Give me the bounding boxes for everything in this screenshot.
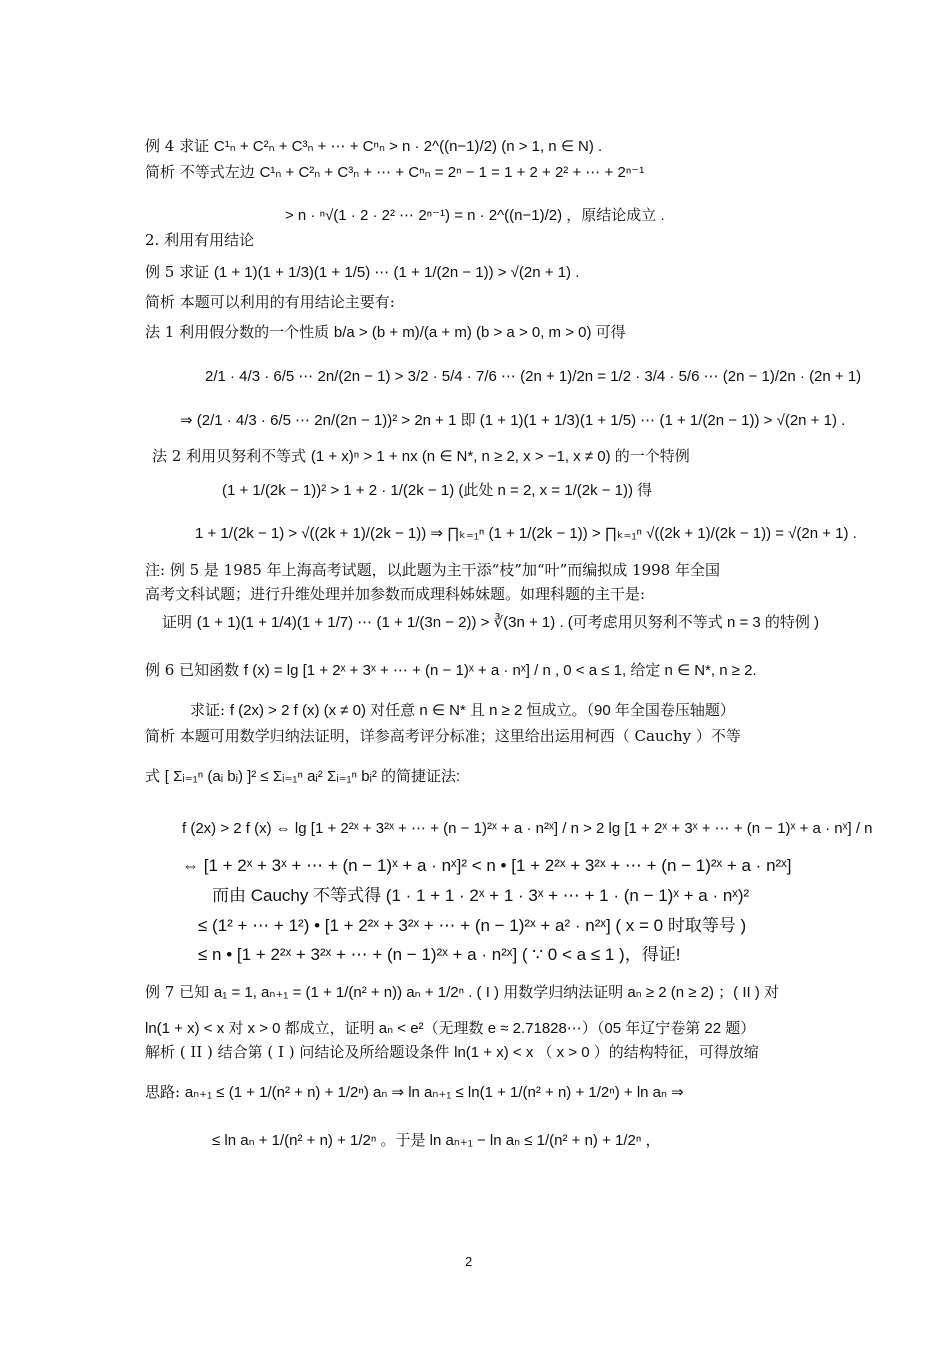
line-label: 式	[145, 767, 161, 785]
line-label: 法 1 利用假分数的一个性质	[145, 323, 330, 341]
line-label: 法 2 利用贝努利不等式	[152, 447, 307, 465]
formula: ln(1 + x) < x 对 x > 0 都成立，证明 aₙ < e²（无理数 e ≈ 2.71828⋯）（05 年辽宁卷第 22 题）	[145, 1020, 756, 1037]
example-5-line	[145, 262, 579, 283]
method-2-conclusion	[195, 523, 857, 544]
formula: 2/1 · 4/3 · 6/5 ⋯ 2n/(2n − 1) > 3/2 · 5/4 · 7/6 ⋯ (2n + 1)/2n = 1/2 · 3/4 · 5/6 ⋯ (2n − 1)/2n · (2n + 1)	[205, 368, 862, 385]
line-label: 例 4 求证	[145, 137, 210, 155]
line-label: 思路:	[145, 1083, 181, 1101]
formula: a₁ = 1, aₙ₊₁ = (1 + 1/(n² + n)) aₙ + 1/2ⁿ . ( I ) 用数学归纳法证明 aₙ ≥ 2 (n ≥ 2) ；( II ) 对	[213, 984, 780, 1001]
formula: C¹ₙ + C²ₙ + C³ₙ + ⋯ + Cⁿₙ = 2ⁿ − 1 = 1 + 2 + 2² + ⋯ + 2ⁿ⁻¹	[259, 164, 645, 181]
example-6-line	[145, 660, 757, 681]
formula: C¹ₙ + C²ₙ + C³ₙ + ⋯ + Cⁿₙ > n · 2^((n−1)/2) (n > 1, n ∈ N) .	[213, 138, 603, 155]
cauchy-step-5	[198, 945, 680, 965]
line-label: 例 5 求证	[145, 263, 210, 281]
method-2-special-case	[222, 480, 652, 501]
formula: b/a > (b + m)/(a + m) (b > a > 0, m > 0) 可得	[333, 324, 626, 341]
method-2-line	[152, 446, 690, 467]
formula: ≤ (1² + ⋯ + 1²) • [1 + 2²ˣ + 3²ˣ + ⋯ + (n − 1)²ˣ + a² · n²ˣ] ( x = 0 时取等号 )	[198, 916, 747, 935]
example-6-analysis	[145, 726, 741, 747]
section-heading	[145, 230, 254, 251]
example-4-analysis	[145, 162, 644, 183]
cauchy-step-3	[212, 886, 749, 906]
formula: aₙ₊₁ ≤ (1 + 1/(n² + n) + 1/2ⁿ) aₙ ⇒ ln aₙ₊₁ ≤ ln(1 + 1/(n² + n) + 1/2ⁿ) + ln aₙ ⇒	[184, 1084, 684, 1101]
method-1-conclusion	[180, 410, 845, 431]
note-text: 高考文科试题；进行升维处理并加参数而成理科姊妹题。如理科题的主干是:	[145, 585, 646, 603]
science-version-line	[162, 612, 819, 633]
formula: f (2x) > 2 f (x) (x ≠ 0) 对任意 n ∈ N* 且 n ≥ 2 恒成立。（90 年全国卷压轴题）	[229, 702, 735, 719]
example-7-analysis	[145, 1042, 759, 1063]
formula: 1 + 1/(2k − 1) > √((2k + 1)/(2k − 1)) ⇒ ∏ₖ₌₁ⁿ (1 + 1/(2k − 1)) > ∏ₖ₌₁ⁿ √((2k + 1)/(2k − 1)) = √(2n + 1) .	[195, 525, 857, 542]
formula: 而由 Cauchy 不等式得 (1 · 1 + 1 · 2ˣ + 1 · 3ˣ + ⋯ + 1 · (n − 1)ˣ + a · nˣ)²	[212, 886, 750, 905]
formula: [ Σᵢ₌₁ⁿ (aᵢ bᵢ) ]² ≤ Σᵢ₌₁ⁿ aᵢ² Σᵢ₌₁ⁿ bᵢ² 的简捷证法:	[164, 768, 461, 785]
cauchy-step-1	[182, 818, 873, 839]
cauchy-step-4	[198, 916, 746, 936]
formula: (1 + 1/(2k − 1))² > 1 + 2 · 1/(2k − 1) (此处 n = 2, x = 1/(2k − 1)) 得	[222, 482, 653, 499]
example-7-condition	[145, 1018, 755, 1039]
note-text: 注: 例 5 是 1985 年上海高考试题，以此题为主干添“枝”加“叶”而编拟成 1998 年全国	[145, 561, 720, 579]
example-4-conclusion	[285, 205, 665, 226]
formula: ≤ n • [1 + 2²ˣ + 3²ˣ + ⋯ + (n − 1)²ˣ + a · n²ˣ] ( ∵ 0 < a ≤ 1 )，得证!	[198, 945, 681, 964]
formula: ⇔ [1 + 2ˣ + 3ˣ + ⋯ + (n − 1)ˣ + a · nˣ]² < n • [1 + 2²ˣ + 3²ˣ + ⋯ + (n − 1)²ˣ + a · n²ˣ]	[182, 856, 792, 875]
example-7-line	[145, 982, 779, 1003]
formula: ≤ ln aₙ + 1/(n² + n) + 1/2ⁿ 。于是 ln aₙ₊₁ − ln aₙ ≤ 1/(n² + n) + 1/2ⁿ ，	[212, 1132, 661, 1149]
method-1-line	[145, 322, 626, 343]
page-number: 2	[465, 1254, 473, 1269]
cauchy-step-2	[182, 856, 792, 876]
example-7-step	[212, 1130, 661, 1151]
section-title: 2. 利用有用结论	[145, 231, 255, 249]
formula: (1 + x)ⁿ > 1 + nx (n ∈ N*, n ≥ 2, x > −1, x ≠ 0) 的一个特例	[310, 448, 690, 465]
line-label: 解析 ( II ) 结合第 ( I ) 问结论及所给题设条件	[145, 1043, 450, 1061]
method-1-inequality	[205, 366, 861, 387]
line-label: 简析 不等式左边	[145, 163, 255, 181]
example-5-analysis	[145, 292, 395, 313]
formula: ln(1 + x) < x （ x > 0 ）的结构特征，可得放缩	[454, 1044, 759, 1061]
example-7-idea	[145, 1082, 684, 1103]
formula: f (x) = lg [1 + 2ˣ + 3ˣ + ⋯ + (n − 1)ˣ + a · nˣ] / n , 0 < a ≤ 1, 给定 n ∈ N*, n ≥ 2.	[243, 662, 757, 679]
line-label: 例 6 已知函数	[145, 661, 240, 679]
line-label: 例 7 已知	[145, 983, 210, 1001]
note-line-1	[145, 560, 720, 581]
example-4-line	[145, 136, 602, 157]
line-label: 求证:	[190, 701, 226, 719]
formula: f (2x) > 2 f (x) ⇔ lg [1 + 2²ˣ + 3²ˣ + ⋯ + (n − 1)²ˣ + a · n²ˣ] / n > 2 lg [1 + 2ˣ + 3ˣ + ⋯ + (n − 1)ˣ + a · nˣ] / n	[182, 820, 873, 837]
formula: > n · ⁿ√(1 · 2 · 2² ⋯ 2ⁿ⁻¹) = n · 2^((n−1)/2) ，原结论成立 .	[285, 207, 665, 224]
note-line-2	[145, 584, 645, 605]
formula: ⇒ (2/1 · 4/3 · 6/5 ⋯ 2n/(2n − 1))² > 2n + 1 即 (1 + 1)(1 + 1/3)(1 + 1/5) ⋯ (1 + 1/(2n − 1)) > √(2n + 1) .	[180, 412, 846, 429]
line-label: 证明	[162, 613, 193, 631]
example-6-prove	[190, 700, 735, 721]
cauchy-inequality-line	[145, 766, 460, 787]
line-label: 简析 本题可以利用的有用结论主要有:	[145, 293, 395, 311]
line-label: 简析 本题可用数学归纳法证明，详参高考评分标准；这里给出运用柯西（ Cauchy ）不等	[145, 727, 741, 745]
formula: (1 + 1)(1 + 1/4)(1 + 1/7) ⋯ (1 + 1/(3n − 2)) > ∛(3n + 1) . (可考虑用贝努利不等式 n = 3 的特例 )	[196, 614, 820, 631]
formula: (1 + 1)(1 + 1/3)(1 + 1/5) ⋯ (1 + 1/(2n − 1)) > √(2n + 1) .	[213, 264, 580, 281]
